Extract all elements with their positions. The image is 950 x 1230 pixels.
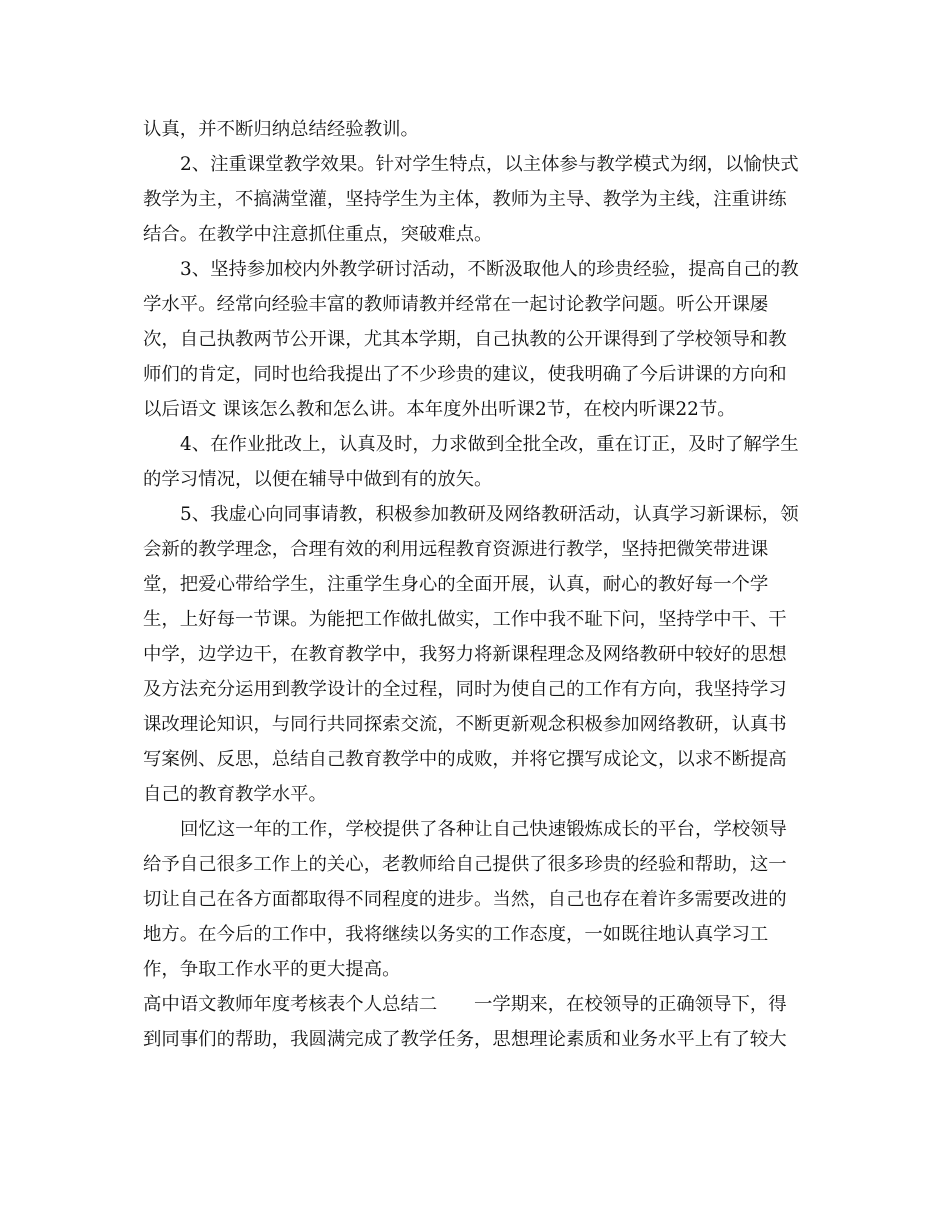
text-line: 堂，把爱心带给学生，注重学生身心的全面开展，认真，耐心的教好每一个学 xyxy=(143,574,769,595)
text-line: 会新的教学理念，合理有效的利用远程教育资源进行教学，坚持把微笑带进课 xyxy=(143,539,769,560)
text-line: 高中语文教师年度考核表个人总结二 一学期来，在校领导的正确领导下，得 xyxy=(143,994,787,1015)
text-line: 师们的肯定，同时也给我提出了不少珍贵的建议，使我明确了今后讲课的方向和 xyxy=(143,364,787,385)
text-line: 的学习情况，以便在辅导中做到有的放矢。 xyxy=(143,469,493,490)
text-line: 结合。在教学中注意抓住重点，突破难点。 xyxy=(143,224,493,245)
text-line: 写案例、反思，总结自己教育教学中的成败，并将它撰写成论文，以求不断提高 xyxy=(143,749,787,770)
text-line: 5、我虚心向同事请教，积极参加教研及网络教研活动，认真学习新课标，领 xyxy=(180,504,799,525)
text-line: 给予自己很多工作上的关心，老教师给自己提供了很多珍贵的经验和帮助，这一 xyxy=(143,854,787,875)
text-line: 认真，并不断归纳总结经验教训。 xyxy=(143,119,419,140)
text-line: 切让自己在各方面都取得不同程度的进步。当然，自己也存在着许多需要改进的 xyxy=(143,889,787,910)
text-line: 到同事们的帮助，我圆满完成了教学任务，思想理论素质和业务水平上有了较大 xyxy=(143,1029,787,1050)
text-line: 地方。在今后的工作中，我将继续以务实的工作态度，一如既往地认真学习工 xyxy=(143,924,769,945)
text-line: 中学，边学边干，在教育教学中，我努力将新课程理念及网络教研中较好的思想 xyxy=(143,644,787,665)
document-body xyxy=(143,112,813,1057)
text-line: 课改理论知识，与同行共同探索交流，不断更新观念积极参加网络教研，认真书 xyxy=(143,714,787,735)
text-line: 3、坚持参加校内外教学研讨活动，不断汲取他人的珍贵经验，提高自己的教 xyxy=(180,259,799,280)
text-line: 回忆这一年的工作，学校提供了各种让自己快速锻炼成长的平台，学校领导 xyxy=(180,819,787,840)
text-line: 以后语文 课该怎么教和怎么讲。本年度外出听课2节，在校内听课22节。 xyxy=(143,399,736,420)
text-line: 生，上好每一节课。为能把工作做扎做实，工作中我不耻下问，坚持学中干、干 xyxy=(143,609,787,630)
text-line: 及方法充分运用到教学设计的全过程，同时为使自己的工作有方向，我坚持学习 xyxy=(143,679,787,700)
text-line: 4、在作业批改上，认真及时，力求做到全批全改，重在订正，及时了解学生 xyxy=(180,434,799,455)
text-line: 2、注重课堂教学效果。针对学生特点，以主体参与教学模式为纲，以愉快式 xyxy=(180,154,799,175)
text-line: 教学为主，不搞满堂灌，坚持学生为主体，教师为主导、教学为主线，注重讲练 xyxy=(143,189,787,210)
text-line: 次，自己执教两节公开课，尤其本学期，自己执教的公开课得到了学校领导和教 xyxy=(143,329,787,350)
text-line: 自己的教育教学水平。 xyxy=(143,784,327,805)
text-line: 学水平。经常向经验丰富的教师请教并经常在一起讨论教学问题。听公开课屡 xyxy=(143,294,769,315)
text-line: 作，争取工作水平的更大提高。 xyxy=(143,959,401,980)
